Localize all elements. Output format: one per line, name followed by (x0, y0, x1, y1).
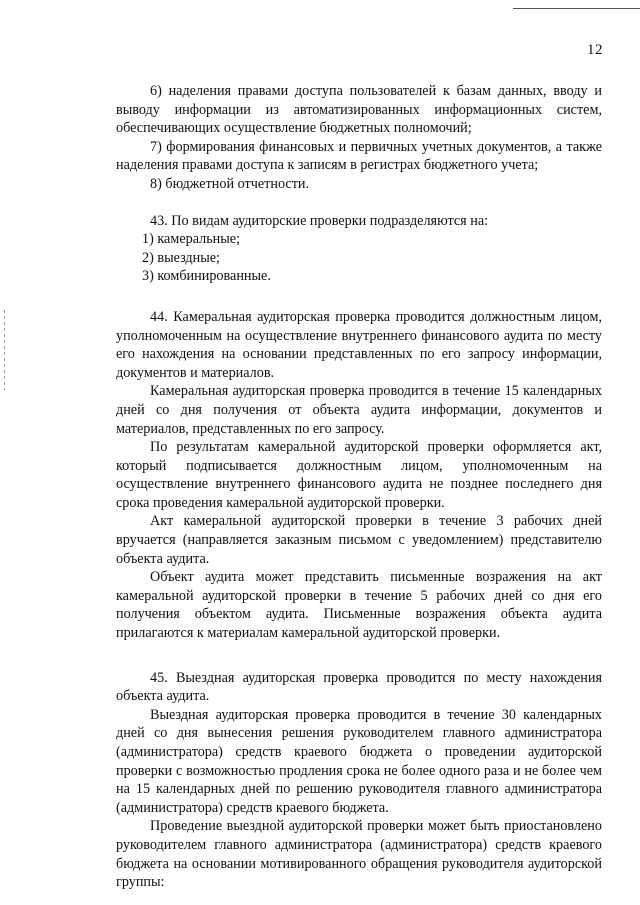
list-item-cameral: 1) камеральные; (142, 231, 241, 248)
paragraph-item-6: 6) наделения правами доступа пользователей к базам данных, вводу и выводу информации из автоматизированных информационных систем, обеспечивающих осуществление бюджетных полномочий; (116, 83, 602, 137)
document-body (116, 82, 602, 892)
section-43-heading: 43. По видам аудиторские проверки подразделяются на: (150, 212, 489, 229)
section-45-duration: Выездная аудиторская проверка проводится в течение 30 календарных дней со дня вынесения решения руководителем главного администратора (администратора) средств краевого бюджета о проведении аудиторской проверки с возможностью продления срока не более одного раза и не более чем на 15 календарных дней по решению руководителя главного администратора (администратора) средств краевого бюджета. (116, 706, 602, 816)
page-number: 12 (587, 42, 603, 58)
section-45-paragraph: 45. Выездная аудиторская проверка проводится по месту нахождения объекта аудита. (116, 669, 602, 705)
list-item-combined: 3) комбинированные. (142, 268, 271, 285)
paragraph-item-8: 8) бюджетной отчетности. (150, 175, 310, 192)
list-item-field: 2) выездные; (142, 249, 220, 266)
section-44-act: По результатам камеральной аудиторской проверки оформляется акт, который подписывается должностным лицом, уполномоченным на осуществление внутреннего финансового аудита не позднее последнего дня срока проведения камеральной аудиторской проверки. (116, 439, 602, 511)
binding-margin-marks (4, 310, 5, 390)
section-44-delivery: Акт камеральной аудиторской проверки в течение 3 рабочих дней вручается (направляется заказным письмом с уведомлением) представителю объекта аудита. (116, 513, 602, 567)
top-edge-rule (513, 8, 640, 9)
section-44-paragraph: 44. Камеральная аудиторская проверка проводится должностным лицом, уполномоченным на осуществление внутреннего финансового аудита по месту его нахождения на основании представленных по его запросу информации, документов и материалов. (116, 308, 602, 381)
section-44-objections: Объект аудита может представить письменные возражения на акт камеральной аудиторской проверки в течение 5 рабочих дней со дня его получения объектом аудита. Письменные возражения объекта аудита прилагаются к материалам камеральной аудиторской проверки. (116, 569, 602, 642)
paragraph-item-7: 7) формирования финансовых и первичных учетных документов, а также наделения правами доступа к записям в регистрах бюджетного учета; (116, 138, 602, 174)
section-44-duration: Камеральная аудиторская проверка проводится в течение 15 календарных дней со дня получения от объекта аудита информации, документов и материалов, представленных по его запросу. (116, 383, 602, 437)
section-45-suspension: Проведение выездной аудиторской проверки может быть приостановлено руководителем главного администратора (администратора) средств краевого бюджета на основании мотивированного обращения руководителя аудиторской группы: (116, 818, 602, 891)
